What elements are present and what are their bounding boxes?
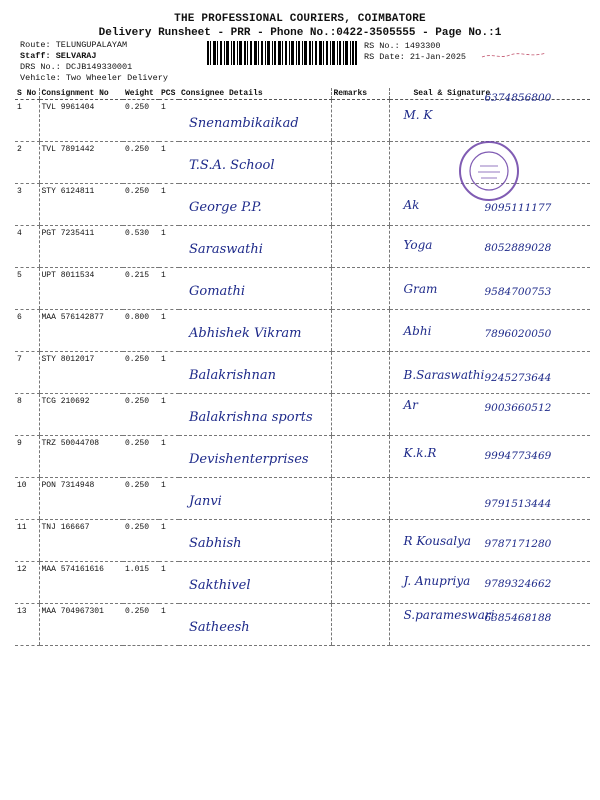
row-consignment-no: TVL 9961404 [39, 100, 123, 142]
row-remarks [331, 520, 389, 562]
rs-number: RS No.: 1493300 [364, 41, 441, 51]
row-consignment-no: STY 6124811 [39, 184, 123, 226]
row-consignment-no: UPT 8011534 [39, 268, 123, 310]
row-pcs: 1 [159, 184, 179, 226]
row-remarks [331, 394, 389, 436]
consignee-name: Janvi [189, 494, 222, 509]
row-sno: 2 [15, 142, 39, 184]
signature-phone: 9787171280 [484, 538, 552, 550]
row-pcs: 1 [159, 142, 179, 184]
row-weight: 0.800 [123, 310, 159, 352]
row-seal-signature [389, 352, 590, 394]
col-signature: Seal & Signature [389, 88, 590, 100]
signature-phone: 6385468188 [484, 612, 552, 624]
row-consignment-no: TVL 7891442 [39, 142, 123, 184]
row-seal-signature [389, 478, 590, 520]
table-row [15, 268, 590, 310]
row-consignment-no: TRZ 50044708 [39, 436, 123, 478]
signature-phone: 9789324662 [484, 578, 552, 590]
col-weight: Weight [123, 88, 159, 100]
row-consignment-no: PON 7314948 [39, 478, 123, 520]
handwritten-scribble [480, 49, 550, 61]
row-consignment-no: TNJ 166667 [39, 520, 123, 562]
row-sno: 7 [15, 352, 39, 394]
row-consignment-no: STY 8012017 [39, 352, 123, 394]
row-weight: 0.530 [123, 226, 159, 268]
row-weight: 0.250 [123, 352, 159, 394]
table-row [15, 226, 590, 268]
row-remarks [331, 352, 389, 394]
row-sno: 5 [15, 268, 39, 310]
table-row [15, 604, 590, 646]
row-consignee-cell [179, 268, 331, 310]
consignee-name: George P.P. [189, 200, 262, 215]
consignee-name: Gomathi [189, 284, 246, 299]
col-remarks: Remarks [331, 88, 389, 100]
row-pcs: 1 [159, 520, 179, 562]
row-weight: 0.250 [123, 100, 159, 142]
col-consignee: Consignee Details [179, 88, 331, 100]
row-seal-signature [389, 562, 590, 604]
table-row [15, 562, 590, 604]
row-pcs: 1 [159, 604, 179, 646]
row-consignee-cell [179, 604, 331, 646]
signature-text: Ak [403, 198, 420, 212]
row-remarks [331, 184, 389, 226]
signature-text: Ar [403, 398, 418, 412]
signature-text: Gram [403, 282, 438, 296]
row-weight: 0.250 [123, 184, 159, 226]
row-consignment-no: TCG 210692 [39, 394, 123, 436]
col-pcs: PCS [159, 88, 179, 100]
meta-left [20, 40, 220, 84]
row-consignee-cell [179, 142, 331, 184]
signature-text: S.parameswari [403, 608, 495, 622]
row-pcs: 1 [159, 100, 179, 142]
row-remarks [331, 268, 389, 310]
row-seal-signature [389, 268, 590, 310]
row-sno: 13 [15, 604, 39, 646]
row-remarks [331, 100, 389, 142]
row-pcs: 1 [159, 436, 179, 478]
signature-phone: 6374856800 [484, 92, 552, 104]
row-consignment-no: PGT 7235411 [39, 226, 123, 268]
row-sno: 11 [15, 520, 39, 562]
row-seal-signature [389, 226, 590, 268]
signature-phone: 8052889028 [484, 242, 552, 254]
rs-date: RS Date: 21-Jan-2025 [364, 52, 467, 62]
route-label: Route: TELUNGUPALAYAM [20, 40, 128, 50]
signature-phone: 7896020050 [484, 328, 552, 340]
signature-phone: 9791513444 [484, 498, 552, 510]
row-consignment-no: MAA 576142877 [39, 310, 123, 352]
row-consignee-cell [179, 520, 331, 562]
row-weight: 1.015 [123, 562, 159, 604]
consignee-name: Balakrishna sports [189, 410, 313, 425]
signature-phone: 9095111177 [484, 202, 552, 214]
row-consignee-cell [179, 394, 331, 436]
courier-seal-stamp [458, 140, 520, 202]
row-pcs: 1 [159, 268, 179, 310]
row-weight: 0.250 [123, 394, 159, 436]
row-sno: 4 [15, 226, 39, 268]
row-seal-signature [389, 394, 590, 436]
signature-phone: 9994773469 [484, 450, 552, 462]
row-remarks [331, 478, 389, 520]
row-remarks [331, 310, 389, 352]
signature-text: Yoga [403, 238, 433, 252]
col-consignment: Consignment No [39, 88, 123, 100]
row-weight: 0.250 [123, 520, 159, 562]
row-weight: 0.215 [123, 268, 159, 310]
consignee-name: Abhishek Vikram [189, 326, 302, 341]
table-row [15, 436, 590, 478]
consignee-name: Balakrishnan [189, 368, 277, 383]
runsheet-subtitle: Delivery Runsheet - PRR - Phone No.:0422-3505555 - Page No.:1 [98, 27, 502, 39]
staff-label: Staff: SELVARAJ [20, 51, 97, 61]
row-consignment-no: MAA 704967301 [39, 604, 123, 646]
signature-phone: 9003660512 [484, 402, 552, 414]
row-consignee-cell [179, 226, 331, 268]
row-seal-signature [389, 604, 590, 646]
row-remarks [331, 142, 389, 184]
row-weight: 0.250 [123, 604, 159, 646]
consignee-name: Sabhish [189, 536, 242, 551]
signature-phone: 9584700753 [484, 286, 552, 298]
row-consignee-cell [179, 310, 331, 352]
row-consignee-cell [179, 352, 331, 394]
table-row [15, 394, 590, 436]
row-remarks [331, 604, 389, 646]
row-pcs: 1 [159, 310, 179, 352]
row-consignee-cell [179, 436, 331, 478]
row-pcs: 1 [159, 352, 179, 394]
col-sno: S No [15, 88, 39, 100]
signature-phone: 9245273644 [484, 372, 552, 384]
signature-text: J. Anupriya [403, 574, 471, 588]
drs-label: DRS No.: DCJB149330001 [20, 62, 133, 72]
signature-text: Abhi [403, 324, 432, 338]
consignee-name: Devishenterprises [189, 452, 309, 467]
barcode-image [207, 41, 357, 65]
consignee-name: Satheesh [189, 620, 250, 635]
row-seal-signature [389, 310, 590, 352]
row-pcs: 1 [159, 478, 179, 520]
row-seal-signature [389, 436, 590, 478]
row-pcs: 1 [159, 394, 179, 436]
row-sno: 9 [15, 436, 39, 478]
row-consignee-cell [179, 478, 331, 520]
signature-text: R Kousalya [403, 534, 472, 548]
row-sno: 10 [15, 478, 39, 520]
row-remarks [331, 226, 389, 268]
consignee-name: Saraswathi [189, 242, 263, 257]
row-sno: 6 [15, 310, 39, 352]
table-row [15, 478, 590, 520]
row-sno: 8 [15, 394, 39, 436]
row-sno: 1 [15, 100, 39, 142]
row-pcs: 1 [159, 226, 179, 268]
row-seal-signature [389, 520, 590, 562]
row-pcs: 1 [159, 562, 179, 604]
row-sno: 12 [15, 562, 39, 604]
row-remarks [331, 562, 389, 604]
row-weight: 0.250 [123, 142, 159, 184]
row-consignment-no: MAA 574161616 [39, 562, 123, 604]
consignee-name: T.S.A. School [189, 158, 275, 173]
row-consignee-cell [179, 100, 331, 142]
row-sno: 3 [15, 184, 39, 226]
signature-text: B.Saraswathi [403, 368, 485, 382]
consignee-name: Snenambikaikad [189, 116, 299, 131]
signature-text: M. K [403, 108, 433, 122]
company-title: THE PROFESSIONAL COURIERS, COIMBATORE [174, 13, 426, 25]
row-consignee-cell [179, 184, 331, 226]
table-row [15, 520, 590, 562]
consignee-name: Sakthivel [189, 578, 251, 593]
signature-text: K.k.R [403, 446, 437, 460]
vehicle-label: Vehicle: Two Wheeler Delivery [20, 73, 168, 83]
table-row [15, 310, 590, 352]
row-consignee-cell [179, 562, 331, 604]
row-weight: 0.250 [123, 436, 159, 478]
table-row [15, 100, 590, 142]
row-remarks [331, 436, 389, 478]
table-row [15, 352, 590, 394]
row-weight: 0.250 [123, 478, 159, 520]
